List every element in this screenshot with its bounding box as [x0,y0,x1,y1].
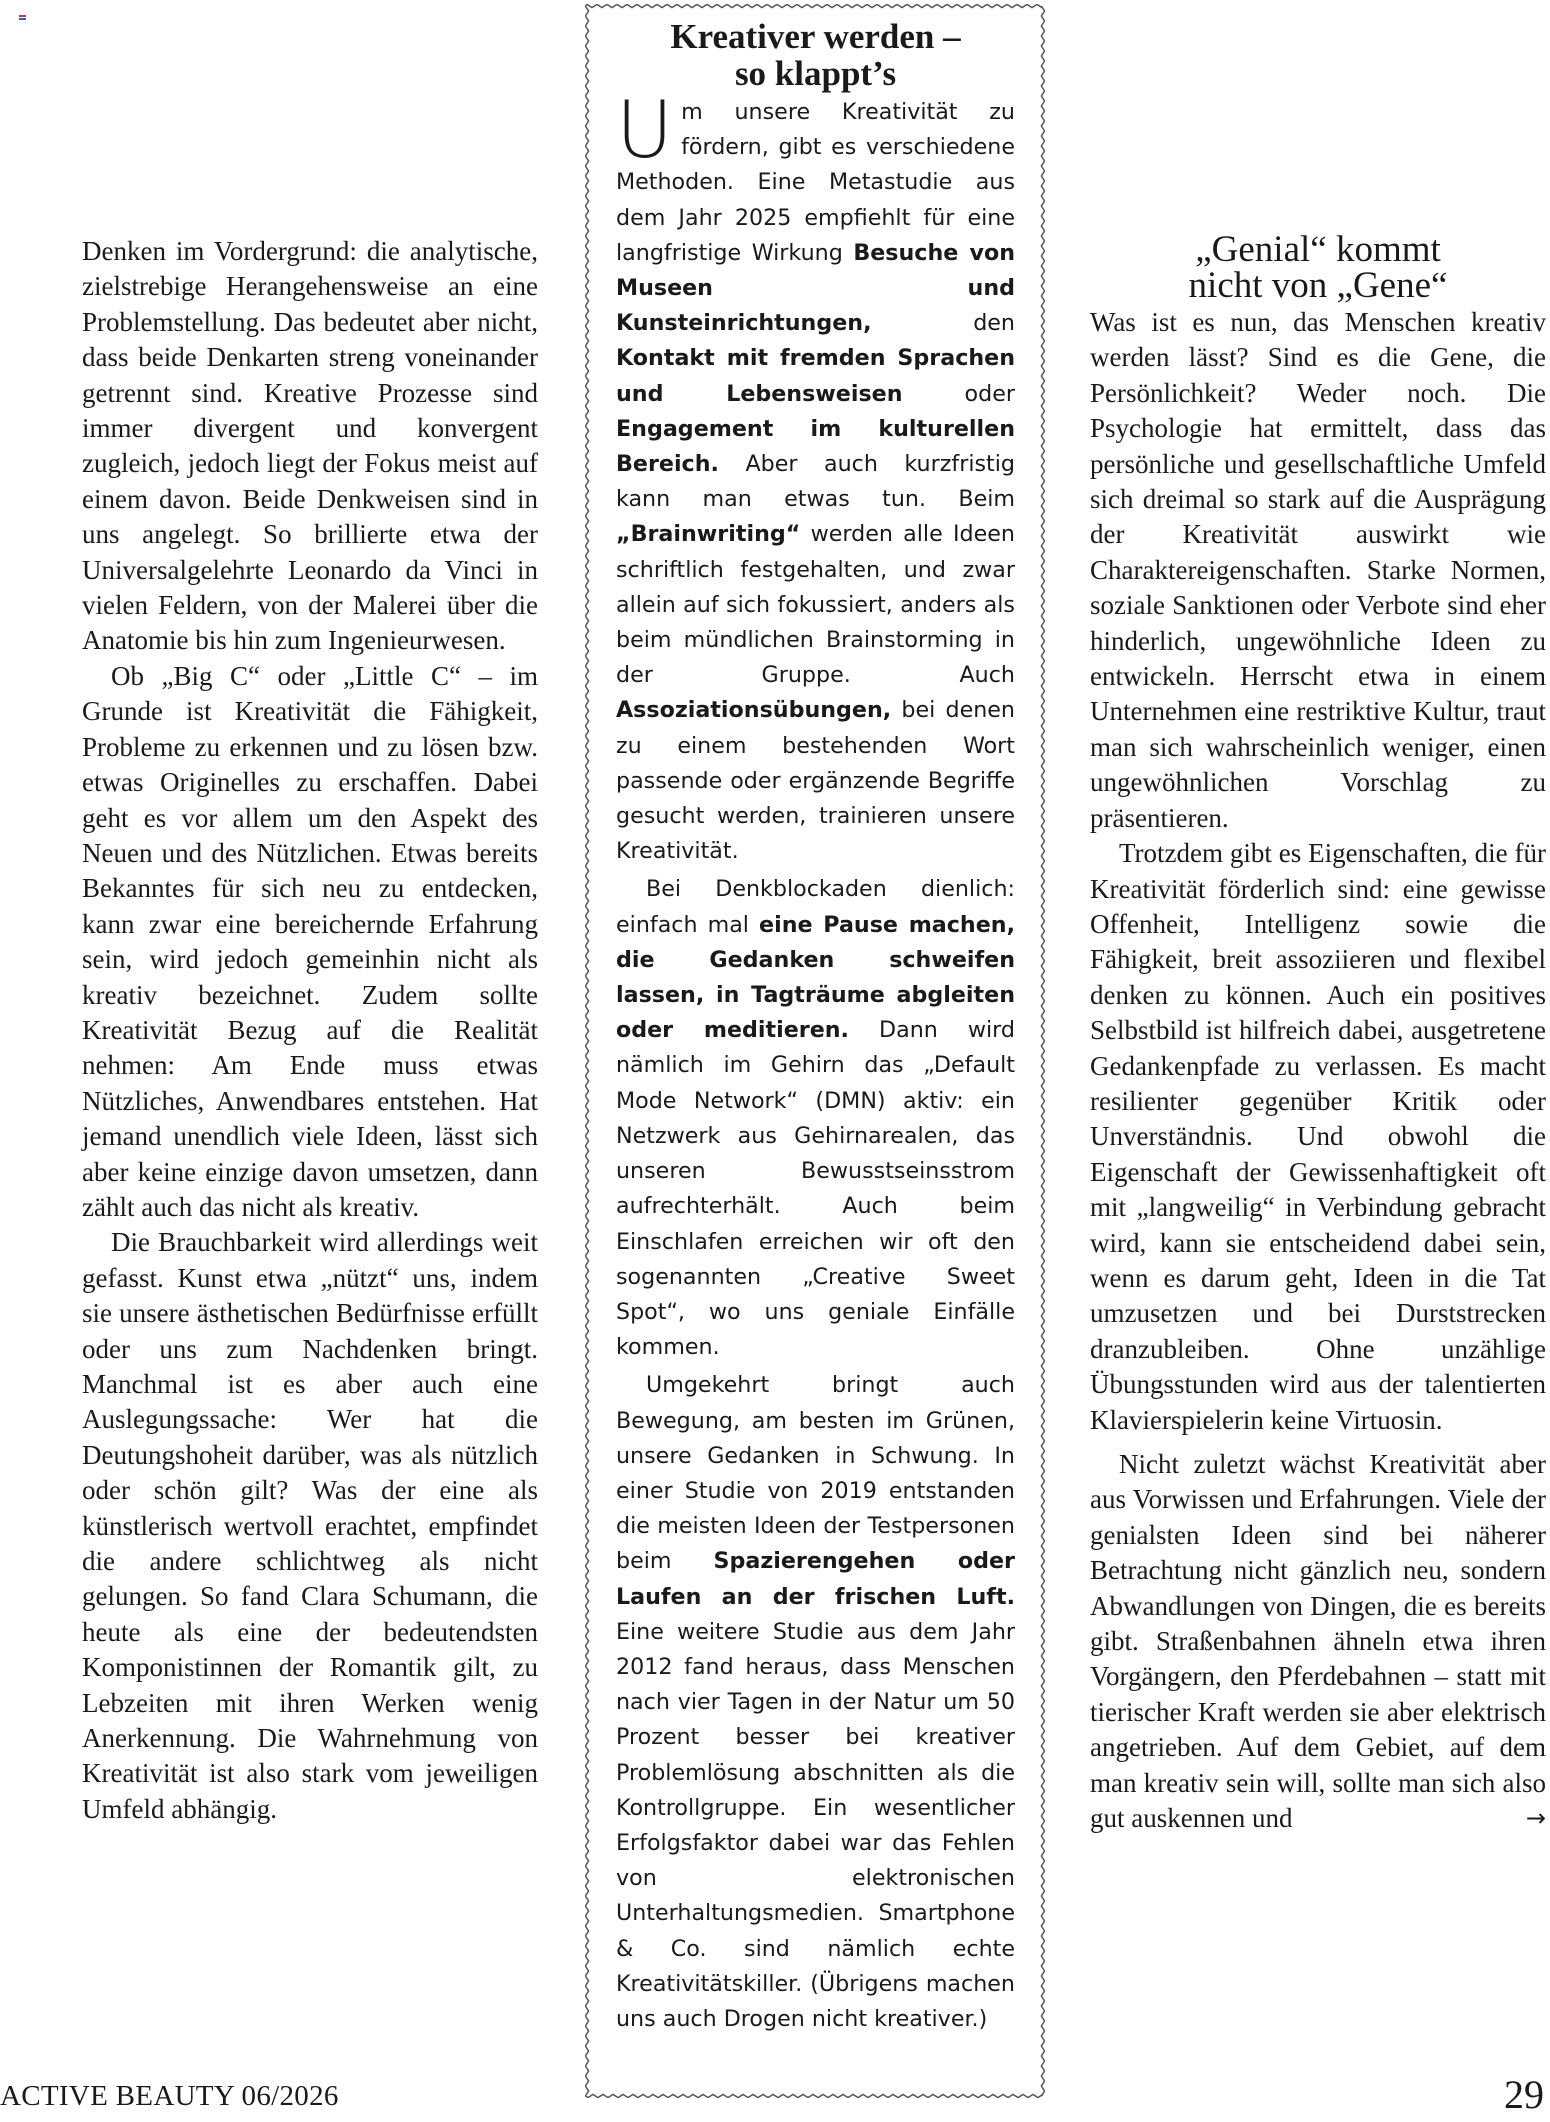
paragraph: Ob „Big C“ oder „Little C“ – im Grunde ist Kreativität die Fähigkeit, Probleme zu erkennen und zu lösen bzw. etwas Originelles zu erschaffen. Dabei geht es vor allem um den Aspekt des Neuen und des Nützlichen. Etwas bereits Bekanntes für sich neu zu entdecken, kann zwar eine bereichernde Erfahrung sein, wird jedoch gemeinhin nicht als kreativ bezeichnet. Zudem sollte Kreativität Bezug auf die Realität nehmen: Am Ende muss etwas Nützliches, Anwendbares entstehen. Hat jemand unendlich viele Ideen, lässt sich aber keine einzige davon umsetzen, dann zählt auch das nicht als kreativ. [82,660,538,1222]
highlight: Spazierengehen oder Laufen an der frischen Luft. [616,1548,1015,1610]
box-paragraph [616,86,1015,869]
paragraph: Was ist es nun, das Menschen kreativ werden lässt? Sind es die Gene, die Persönlichkeit? Weder noch. Die Psychologie hat ermittelt, dass das persönliche und gesellschaftliche Umfeld sich dreimal so stark auf die Ausprägung der Kreativität auswirkt wie Charaktereigenschaften. Starke Normen, soziale Sanktionen oder Verbote sind eher hinderlich, ungewöhnliche Ideen zu entwickeln. Herrscht etwa in einem Unternehmen eine restriktive Kultur, traut man sich wahrscheinlich weniger, einen ungewöhnlichen Vorschlag zu präsentieren. [1090,307,1546,833]
info-box [585,4,1045,2098]
text: werden alle Ideen schriftlich festgehalten, und zwar allein auf sich fokussiert, anders als beim mündlichen Brainstorming in der Gruppe. Auch [616,521,1015,689]
text: Bei Denkblockaden dienlich: einfach mal [616,876,1015,938]
highlight: eine Pause machen, die Gedanken schweifen lassen, in Tagträume abgleiten oder meditieren. [616,911,1015,1044]
highlight: „Brainwriting“ [616,521,801,548]
highlight: Besuche von Museen und Kunsteinrichtungen, [616,239,1015,337]
page-number: 29 [1504,2072,1544,2117]
box-title-line: so klappt’s [734,54,897,93]
text: Nicht zuletzt wächst Kreativität aber aus Vorwissen und Erfahrungen. Viele der genialsten Ideen sind bei näherer Betrachtung nicht gänzlich neu, sondern Abwandlungen von Dingen, die es bereits gibt. Straßenbahnen ähneln etwa ihren Vorgängern, den Pferdebahnen – statt mit tierischer Kraft werden sie aber elektrisch angetrieben. Auf dem Gebiet, auf dem man kreativ sein will, sollte man sich also gut auskennen und [1090,1449,1546,1834]
box-title-line: Kreativer werden – [670,17,961,56]
box-title [616,18,1015,92]
heading-line: nicht von „Gene“ [1188,265,1448,306]
paragraph: Die Brauchbarkeit wird allerdings weit gefasst. Kunst etwa „nützt“ uns, indem sie unsere ästhetischen Bedürfnisse erfüllt oder uns zum Nachdenken bringt. Manchmal ist es aber auch eine Auslegungssache: Wer hat die Deutungshoheit darüber, was als nützlich oder schön gilt? Was der eine als künstlerisch wertvoll erachtet, empfindet die andere schlichtweg als nicht gelungen. So fand Clara Schumann, die heute als eine der bedeutendsten Komponistinnen der Romantik gilt, zu Lebzeiten mit ihren Werken wenig Anerkennung. Die Wahrnehmung von Kreativität ist also stark vom jeweiligen Umfeld abhängig. [82,1227,538,1824]
right-column [1090,229,1546,1836]
highlight: Engagement im kulturellen Bereich. [616,415,1015,478]
text: bei denen zu einem bestehenden Wort passende oder ergänzende Begriffe gesucht werden, trainieren unsere Kreativität. [616,697,1015,865]
box-paragraph [616,1368,1015,2037]
highlight: Kontakt mit fremden Sprachen und Lebensweisen [616,345,1015,407]
box-body [616,86,1015,2037]
left-column [82,234,538,1827]
color-mark [19,15,26,21]
text: m unsere Kreativität zu fördern, gibt es verschiedene Methoden. Eine Metastudie aus dem Jahr 2025 empfiehlt für eine langfristige Wirkung [616,99,1015,266]
continue-arrow-icon: → [1525,1804,1546,1833]
text: oder [902,380,1015,407]
footer-publication: ACTIVE BEAUTY 06/2026 [0,2080,339,2112]
section-heading [1090,229,1546,306]
text: Umgekehrt bringt auch Bewegung, am besten im Grünen, unsere Gedanken in Schwung. In einer Studie von 2019 entstanden die meisten Ideen der Testpersonen beim [616,1372,1015,1575]
text: Aber auch kurzfristig kann man etwas tun. Beim [616,451,1015,513]
drop-cap: U [616,86,674,176]
heading-line: „Genial“ kommt [1195,229,1441,270]
text: Eine weitere Studie aus dem Jahr 2012 fand heraus, dass Menschen nach vier Tagen in der Natur um 50 Prozent besser bei kreativer Problemlösung abschnitten als die Kontrollgruppe. Ein wesentlicher Erfolgsfaktor dabei war das Fehlen von elektronischen Unterhaltungsmedien. Smartphone & Co. sind nämlich echte Kreativitätskiller. (Übrigens machen uns auch Drogen nicht kreativer.) [616,1618,1015,2032]
box-paragraph [616,872,1015,1365]
highlight: Assoziationsübungen, [616,697,892,724]
text: Dann wird nämlich im Gehirn das „Default Mode Network“ (DMN) aktiv: ein Netzwerk aus Gehirnarealen, das unseren Bewusstseinsstrom aufrechterhält. Auch beim Einschlafen erreichen wir oft den sogenannten „Creative Sweet Spot“, wo uns geniale Einfälle kommen. [616,1017,1015,1361]
paragraph: Denken im Vordergrund: die analytische, zielstrebige Herangehensweise an eine Problemstellung. Das bedeutet aber nicht, dass beide Denkarten streng voneinander getrennt sind. Kreative Prozesse sind immer divergent und konvergent zugleich, jedoch liegt der Fokus meist auf einem davon. Beide Denkweisen sind in uns angelegt. So brillierte etwa der Universalgelehrte Leonardo da Vinci in vielen Feldern, von der Malerei über die Anatomie bis hin zum Ingenieurwesen. [82,236,538,656]
paragraph [1090,1447,1546,1836]
paragraph: Trotzdem gibt es Eigenschaften, die für Kreativität förderlich sind: eine gewisse Offenheit, Intelligenz sowie die Fähigkeit, breit assoziieren und flexibel denken zu können. Auch ein positives Selbstbild ist hilfreich dabei, ausgetretene Gedankenpfade zu verlassen. Es macht resilienter gegenüber Kritik oder Unverständnis. Und obwohl die Eigenschaft der Gewissenhaftigkeit oft mit „langweilig“ in Verbindung gebracht wird, kann sie entscheidend dabei sein, wenn es darum geht, Ideen in die Tat umzusetzen und bei Durststrecken dranzubleiben. Ohne unzählige Übungsstunden wird aus der talentierten Klavierspielerin keine Virtuosin. [1090,838,1546,1435]
text: den [871,310,1015,337]
